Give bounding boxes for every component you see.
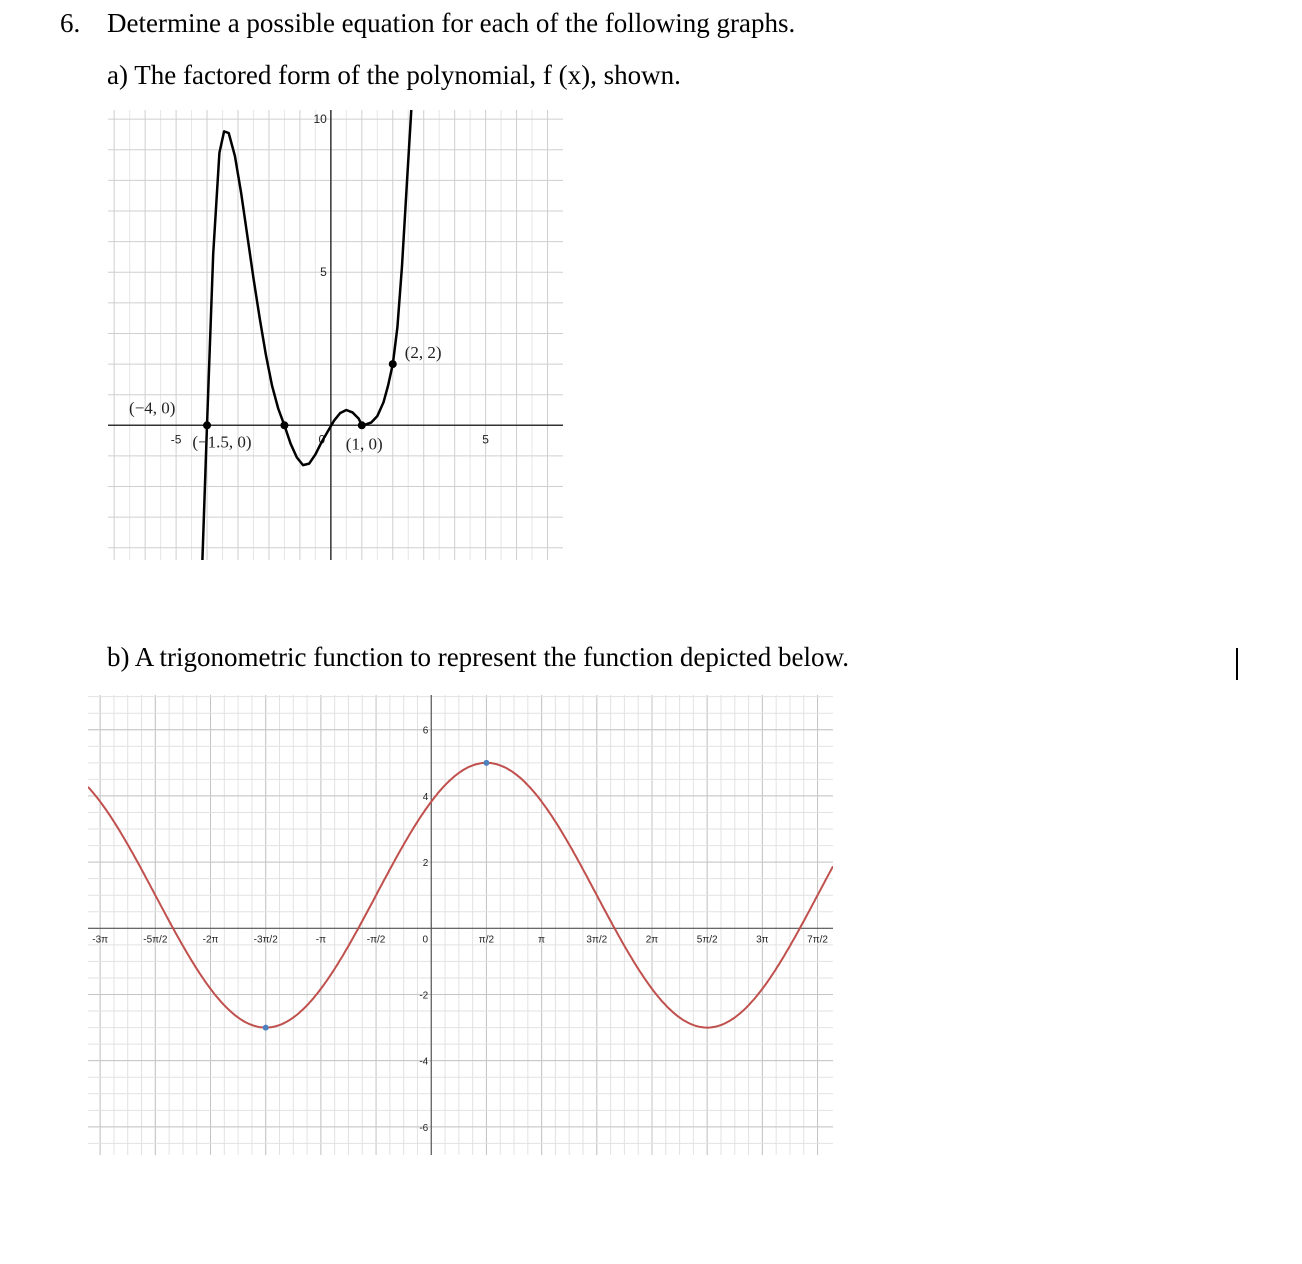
y-tick-label: 4 xyxy=(422,791,429,803)
y-tick-label: -2 xyxy=(419,990,429,1002)
y-tick-label: 10 xyxy=(313,112,327,127)
point-label: (1, 0) xyxy=(345,434,383,454)
y-tick-label: 6 xyxy=(422,725,429,737)
part-a-label: a) The factored form of the polynomial, f (x), shown. xyxy=(107,60,681,90)
x-tick-label: 5π/2 xyxy=(696,934,718,946)
x-tick-label: 0 xyxy=(422,934,429,946)
point-marker xyxy=(389,360,397,368)
point-label: (−1.5, 0) xyxy=(192,432,252,452)
x-tick-label: 3π xyxy=(756,934,769,946)
y-tick-label: -6 xyxy=(419,1122,429,1134)
point-marker xyxy=(483,760,489,766)
point-label: (−4, 0) xyxy=(129,398,176,418)
polynomial-graph xyxy=(108,110,563,560)
x-tick-label: -5π/2 xyxy=(143,934,168,946)
point-marker xyxy=(263,1025,269,1031)
question-number: 6. xyxy=(60,8,81,38)
x-tick-label: -3π/2 xyxy=(253,934,278,946)
x-tick-label: -3π xyxy=(92,934,109,946)
y-tick-label: -4 xyxy=(419,1056,429,1068)
x-tick-label: -2π xyxy=(202,934,219,946)
y-tick-label: 2 xyxy=(422,858,429,870)
point-marker xyxy=(203,421,211,429)
x-tick-label: π/2 xyxy=(478,934,495,946)
x-tick-label: -π/2 xyxy=(366,934,386,946)
x-tick-label: 3π/2 xyxy=(586,934,608,946)
x-tick-label: 5 xyxy=(482,432,489,447)
point-marker xyxy=(280,421,288,429)
y-tick-label: 5 xyxy=(320,265,327,280)
x-tick-label: π xyxy=(538,934,546,946)
point-marker xyxy=(358,421,366,429)
trig-graph xyxy=(88,695,833,1155)
x-tick-label: 2π xyxy=(645,934,659,946)
point-label: (2, 2) xyxy=(404,343,442,363)
x-tick-label: 0 xyxy=(318,432,326,447)
x-tick-label: 7π/2 xyxy=(807,934,828,946)
part-b-label: b) A trigonometric function to represent the function depicted below. xyxy=(107,642,850,672)
x-tick-label: -π xyxy=(315,934,326,946)
polynomial-curve xyxy=(202,110,411,560)
question-text: Determine a possible equation for each of the following graphs. xyxy=(107,8,796,38)
x-tick-label: -5 xyxy=(170,432,182,447)
text-cursor xyxy=(1236,648,1238,680)
